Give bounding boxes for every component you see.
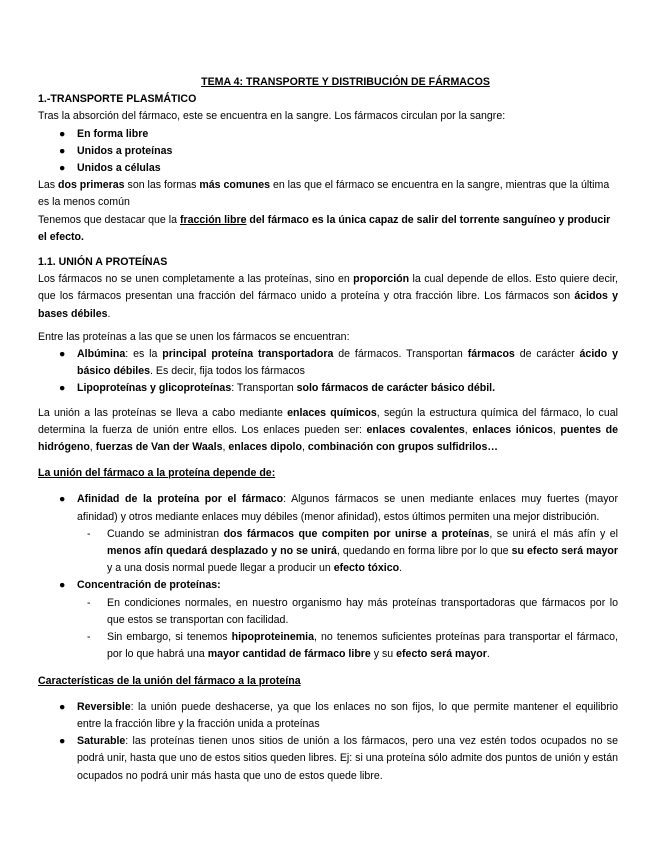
paragraph-free-fraction: Tenemos que destacar que la fracción libre del fármaco es la única capaz de salir del torrente sanguíneo y producir el efecto. — [38, 213, 611, 243]
afinidad-sublist — [38, 526, 618, 578]
section-1-heading: 1.-TRANSPORTE PLASMÁTICO — [38, 93, 197, 106]
bullet-icon: ● — [59, 493, 66, 506]
bullet-icon: ● — [59, 348, 66, 361]
document-page — [38, 74, 618, 785]
paragraph-chemical-bonds: La unión a las proteínas se lleva a cabo mediante enlaces químicos, según la estructura química del fármaco, lo cual determina la fuerza de unión entre ellos. Los enlaces pueden ser: enlaces covalentes, enlaces iónicos, puentes de hidrógeno, fuerzas de Van der Waals, enlaces dipolo, combinación con grupos sulfidrilos… — [38, 406, 618, 454]
section-1-intro: Tras la absorción del fármaco, este se encuentra en la sangre. Los fármacos circulan por la sangre: — [38, 110, 506, 123]
section-characteristics-heading: Características de la unión del fármaco a la proteína — [38, 674, 301, 687]
bullet-icon: ● — [59, 700, 66, 713]
sublist-item: - Cuando se administran dos fármacos que compiten por unirse a proteínas, se unirá el más afín y el menos afín quedará desplazado y no se unirá, quedando en forma libre por lo que su efecto será mayor y a una dosis normal puede llegar a producir un efecto tóxico. — [87, 527, 619, 575]
list-item-saturable: ● Saturable: las proteínas tienen unos sitios de unión a los fármacos, pero una vez estén todos ocupados no se podrá unir, hasta que uno de estos sitios queden libres. Ej: si una proteína sólo admite dos puntos de unión y están ocupados no podrá unir más hasta que uno de estos quede libre. — [59, 735, 618, 782]
dash-icon: - — [87, 527, 91, 540]
paragraph-proteins-intro: Entre las proteínas a las que se unen los fármacos se encuentran: — [38, 330, 350, 343]
list-item-lipoproteinas: ● Lipoproteínas y glicoproteínas: Transportan solo fármacos de carácter básico débil. — [38, 380, 618, 397]
bullet-icon: ● — [59, 127, 66, 140]
concentracion-sublist — [38, 595, 618, 664]
list-item: ● Unidos a células — [38, 160, 618, 177]
bullet-icon: ● — [59, 579, 66, 592]
section-1-1-heading: 1.1. UNIÓN A PROTEÍNAS — [38, 256, 168, 269]
list-item: ● En forma libre — [38, 126, 618, 143]
dash-icon: - — [87, 631, 91, 644]
dash-icon: - — [87, 596, 91, 609]
paragraph-proportion: Los fármacos no se unen completamente a las proteínas, sino en proporción la cual depende de ellos. Esto quiere decir, que los fármacos presentan una fracción del fármaco unido a proteína y otra fracción libre. Los fármacos son ácidos y bases débiles. — [38, 273, 618, 320]
bullet-icon: ● — [59, 382, 66, 395]
characteristics-list — [38, 699, 618, 785]
dependency-list — [38, 491, 618, 663]
sublist-item: - Sin embargo, si tenemos hipoproteinemia, no tenemos suficientes proteínas para transportar el fármaco, por lo que habrá una mayor cantidad de fármaco libre y su efecto será mayor. — [87, 631, 618, 661]
bullet-icon: ● — [59, 144, 66, 157]
list-item: ● Unidos a proteínas — [38, 143, 618, 160]
bullet-icon: ● — [59, 162, 66, 175]
bullet-icon: ● — [59, 735, 66, 748]
paragraph-forms-common: Las dos primeras son las formas más comunes en las que el fármaco se encuentra en la sangre, mientras que la última es la menos común — [38, 179, 610, 209]
proteins-list — [38, 346, 618, 398]
list-item-albumina: ● Albúmina: es la principal proteína transportadora de fármacos. Transportan fármacos de carácter ácido y básico débiles. Es decir, fija todos los fármacos — [59, 348, 618, 378]
transport-forms-list — [38, 126, 618, 178]
section-depends-heading: La unión del fármaco a la proteína depende de: — [38, 467, 276, 480]
list-item-reversible: ● Reversible: la unión puede deshacerse, ya que los enlaces no son fijos, lo que permite mantener el equilibrio entre la fracción libre y la fracción unida a proteínas — [59, 700, 618, 730]
list-item-concentracion: ● Concentración de proteínas: - En condiciones normales, en nuestro organismo hay más proteínas transportadoras que fármacos por lo que estos se transportan con facilidad. - Sin embargo, si tenemos hipoproteinemia, no tenemos suficientes proteínas para transportar el fármaco, por lo que habrá una mayor cantidad de fármaco libre y su efecto será mayor. — [38, 577, 618, 663]
sublist-item: - En condiciones normales, en nuestro organismo hay más proteínas transportadoras que fármacos por lo que estos se transportan con facilidad. — [87, 596, 618, 626]
document-title: TEMA 4: TRANSPORTE Y DISTRIBUCIÓN DE FÁRMACOS — [201, 76, 490, 88]
list-item-afinidad: ● Afinidad de la proteína por el fármaco: Algunos fármacos se unen mediante enlaces muy fuertes (mayor afinidad) y otros mediante enlaces muy débiles (menor afinidad), estos últimos permiten una mejor distribución. - Cuando se administran dos fármacos que compiten por unirse a proteínas, se unirá el más afín y el menos afín quedará desplazado y no se unirá, quedando en forma libre por lo que su efecto será mayor y a una dosis normal puede llegar a producir un efecto tóxico. — [38, 491, 618, 577]
